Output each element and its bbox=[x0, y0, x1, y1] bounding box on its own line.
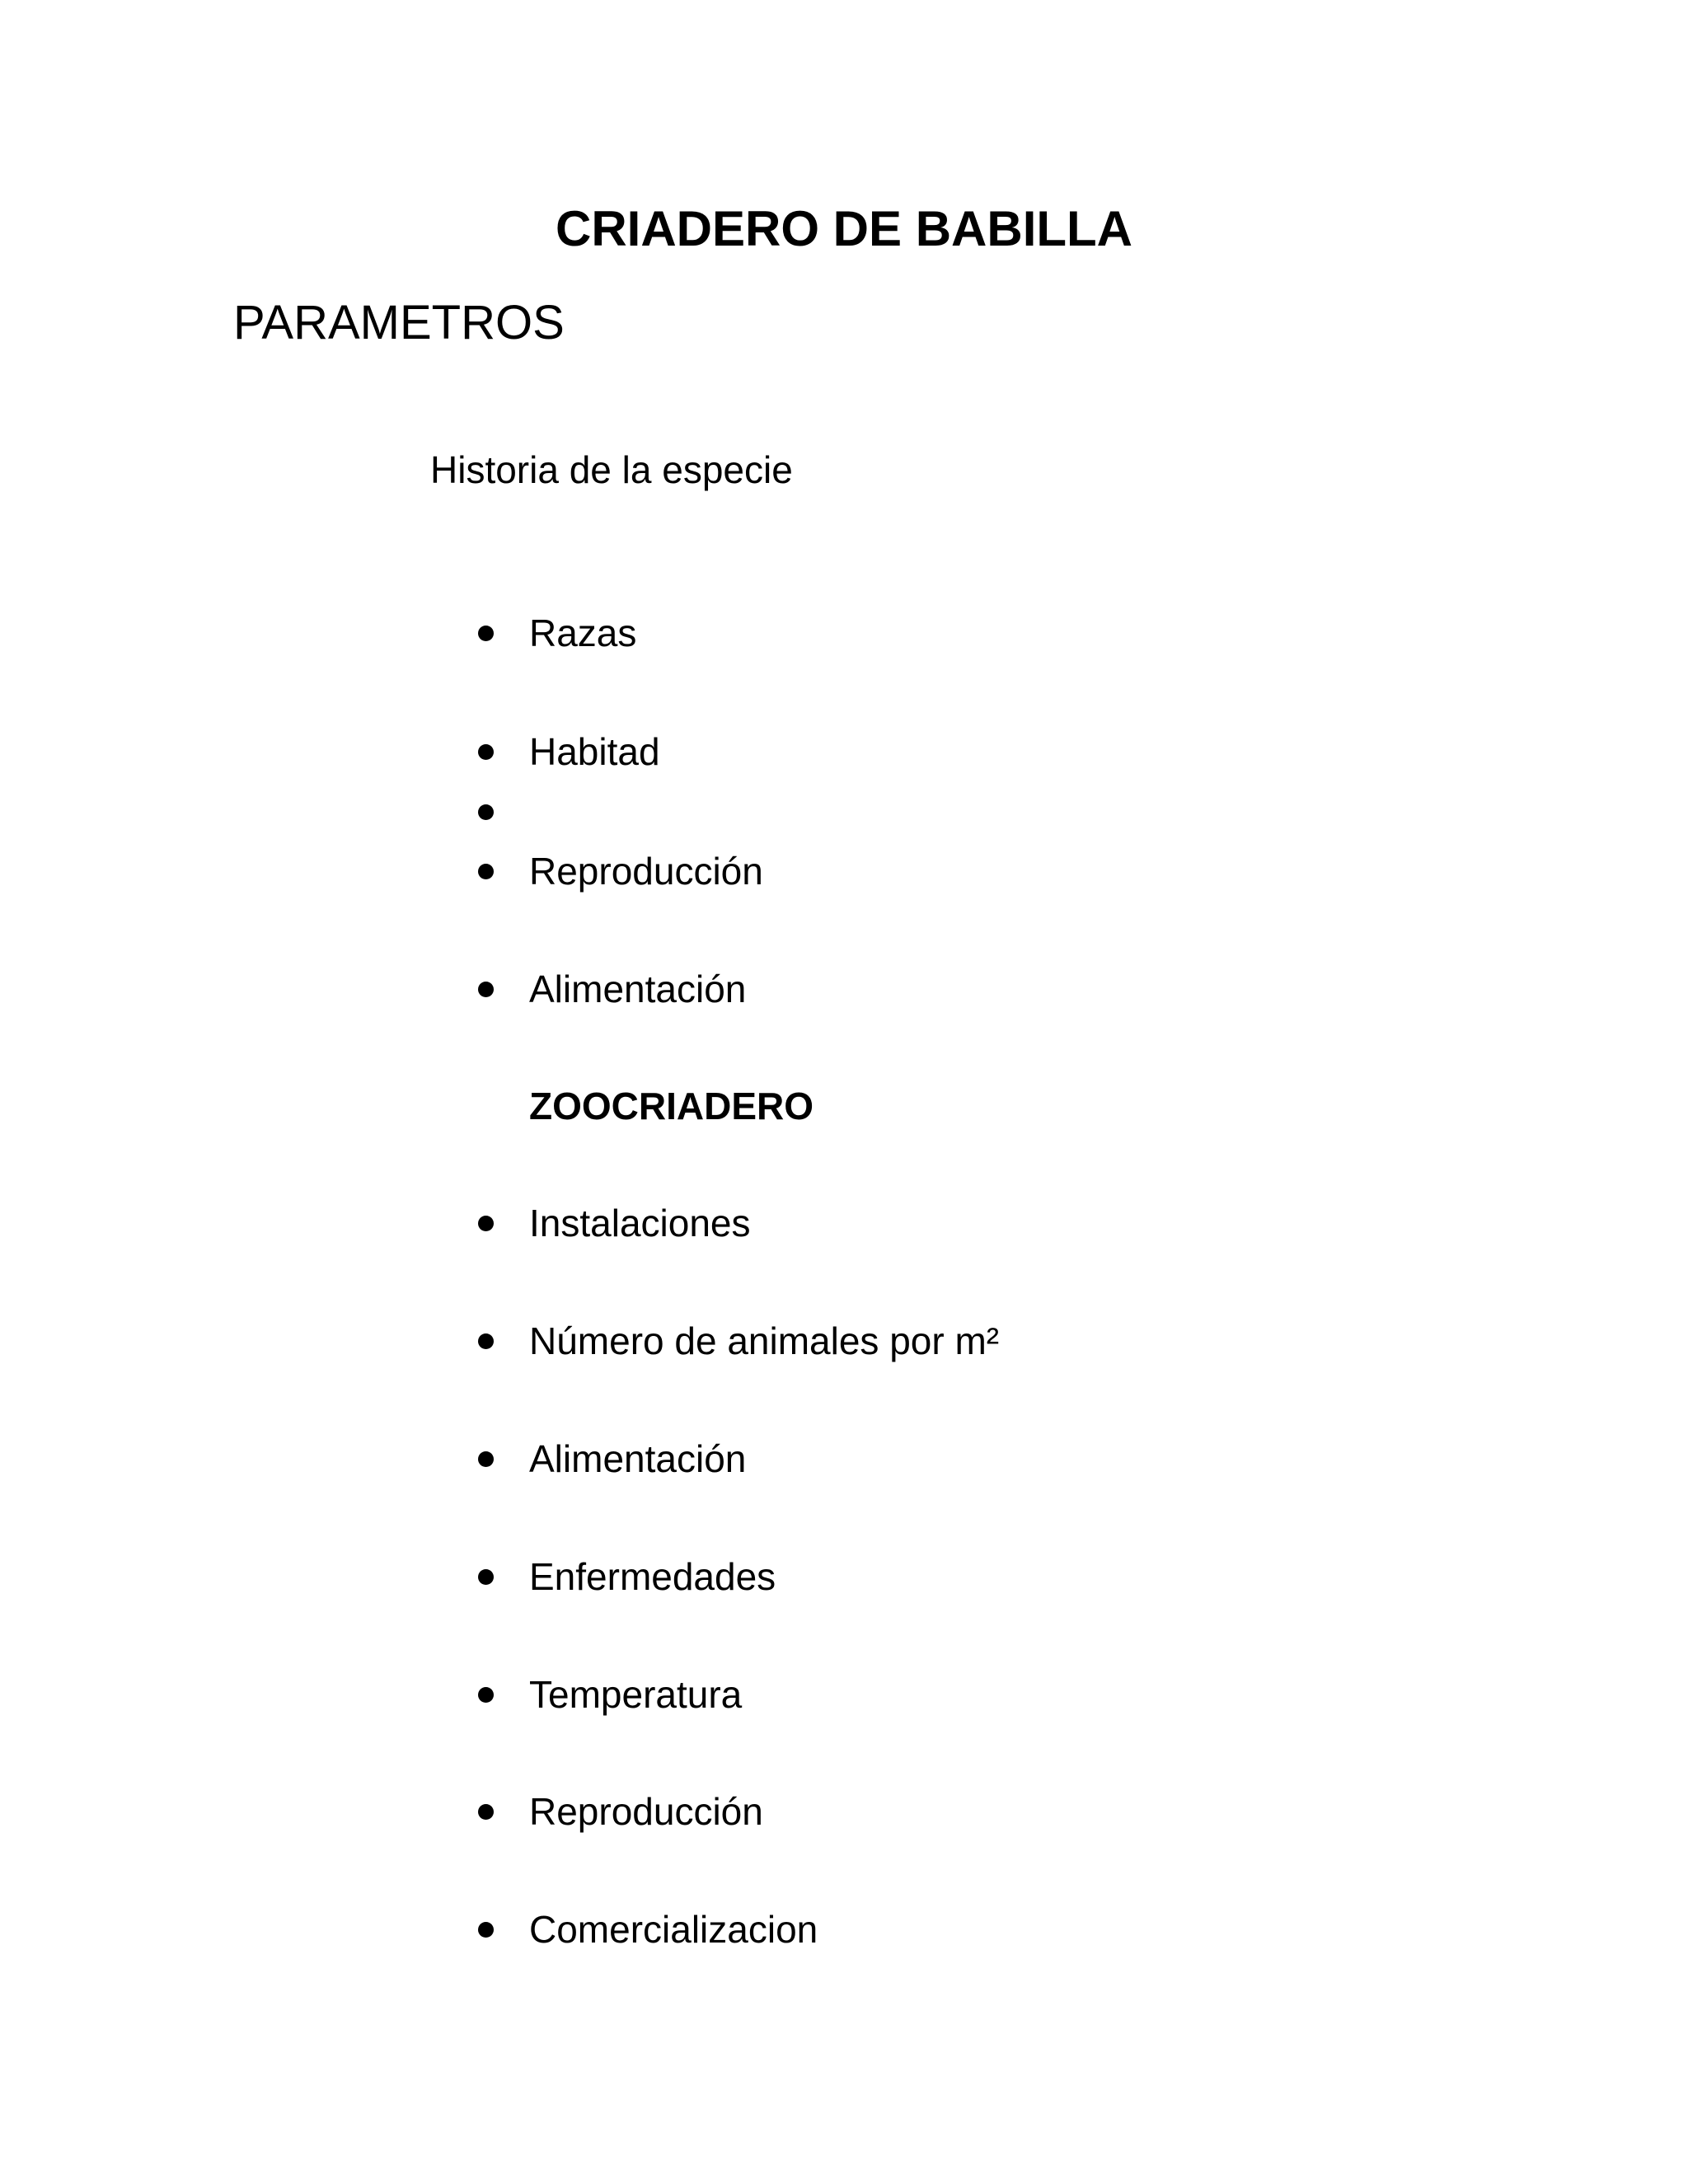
bullet-icon bbox=[478, 1569, 494, 1585]
bullet-icon bbox=[478, 982, 494, 997]
list-item-text: Número de animales por m² bbox=[529, 1319, 1000, 1362]
bullet-icon bbox=[478, 626, 494, 641]
section-label: ZOOCRIADERO bbox=[529, 1085, 814, 1127]
bullet-icon bbox=[478, 864, 494, 879]
list-item-text: Temperatura bbox=[529, 1673, 743, 1716]
subheading: Historia de la especie bbox=[430, 448, 793, 491]
list-item-text: Reproducción bbox=[529, 850, 763, 893]
bullet-icon bbox=[478, 1216, 494, 1231]
bullet-icon bbox=[478, 744, 494, 760]
list-item-text: Habitad bbox=[529, 730, 660, 773]
list-item-text: Reproducción bbox=[529, 1790, 763, 1833]
list-item-text: Razas bbox=[529, 612, 637, 654]
section-heading: PARAMETROS bbox=[233, 296, 565, 349]
bullet-icon bbox=[478, 1333, 494, 1349]
bullet-icon bbox=[478, 1451, 494, 1467]
list-item-text: Alimentación bbox=[529, 1437, 747, 1480]
bullet-icon bbox=[478, 1922, 494, 1938]
bullet-icon bbox=[478, 1804, 494, 1820]
bullet-icon bbox=[478, 804, 494, 820]
list-item-text: Alimentación bbox=[529, 968, 747, 1010]
list-item-text: Enfermedades bbox=[529, 1555, 776, 1598]
document-title: CRIADERO DE BABILLA bbox=[556, 201, 1132, 256]
bullet-icon bbox=[478, 1687, 494, 1703]
list-item-text: Instalaciones bbox=[529, 1202, 751, 1244]
list-item-text: Comercializacion bbox=[529, 1908, 818, 1951]
